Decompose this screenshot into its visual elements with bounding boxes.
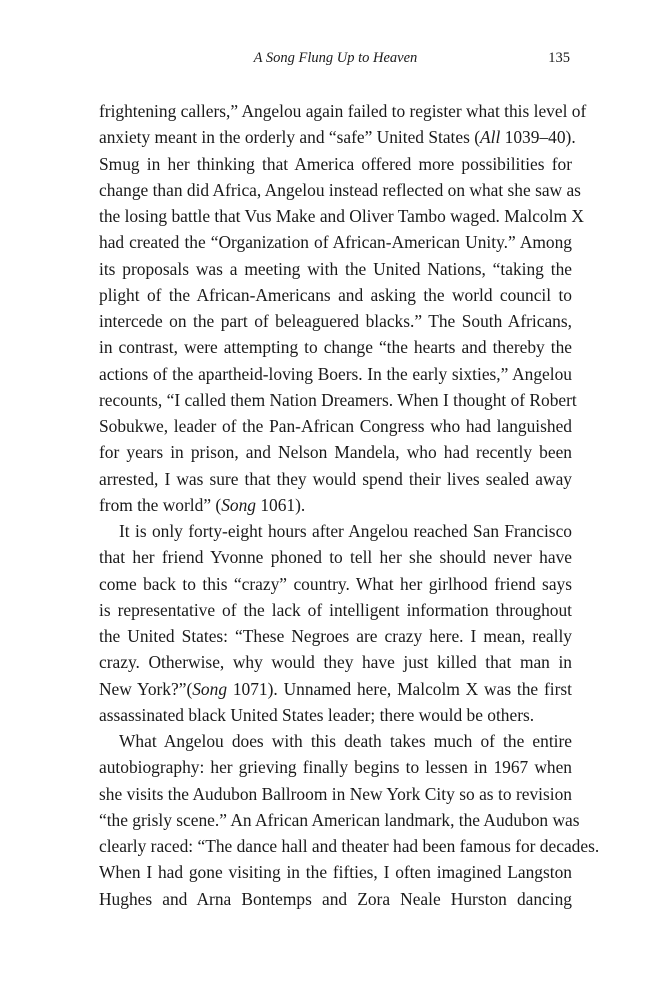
text-line: [99, 413, 572, 439]
text-segment: intercede on the part of beleaguered blacks.” The South Africans,: [99, 311, 572, 331]
italic-citation: All: [480, 127, 501, 148]
text-line: [99, 754, 572, 780]
text-segment: Sobukwe, leader of the Pan-African Congress who had languished: [99, 416, 572, 436]
text-line: [99, 571, 572, 597]
italic-citation: Song: [221, 494, 256, 515]
text-line: [99, 781, 572, 807]
text-segment: for years in prison, and Nelson Mandela, who had recently been: [99, 442, 572, 463]
text-line: [99, 361, 572, 387]
text-segment: actions of the apartheid-loving Boers. In the early sixties,” Angelou: [99, 363, 572, 384]
text-line: [99, 544, 572, 570]
book-page: [99, 50, 600, 912]
text-line: [99, 518, 572, 544]
text-segment: clearly raced: “The dance hall and theater had been famous for decades.: [99, 836, 600, 856]
text-line: [99, 676, 572, 702]
text-line: [99, 98, 587, 124]
text-line: [99, 387, 577, 413]
text-segment: “the grisly scene.” An African American landmark, the Audubon was: [99, 809, 580, 830]
text-segment: arrested, I was sure that they would spend their lives sealed away: [99, 468, 572, 489]
text-segment: New York?”(: [99, 678, 193, 699]
text-line: [99, 886, 572, 912]
text-segment: change than did Africa, Angelou instead reflected on what she saw as: [99, 179, 581, 200]
text-segment: its proposals was a meeting with the United Nations, “taking the: [99, 258, 572, 279]
text-segment: Smug in her thinking that America offered more possibilities for: [99, 153, 572, 174]
text-segment: autobiography: her grieving finally begins to lessen in 1967 when: [99, 757, 572, 778]
text-segment: When I had gone visiting in the fifties, I often imagined Langston: [99, 862, 572, 883]
text-line: [99, 702, 572, 728]
text-segment: the losing battle that Vus Make and Oliver Tambo waged. Malcolm X: [99, 206, 584, 226]
text-segment: is representative of the lack of intelligent information throughout: [99, 599, 572, 620]
text-segment: the United States: “These Negroes are crazy here. I mean, really: [99, 626, 572, 646]
text-line: [99, 597, 572, 623]
text-line: [99, 623, 572, 649]
text-segment: 1061).: [255, 494, 306, 515]
text-segment: she visits the Audubon Ballroom in New York City so as to revision: [99, 783, 572, 804]
text-segment: assassinated black United States leader; there would be others.: [99, 704, 535, 725]
text-segment: had created the “Organization of African-American Unity.” Among: [99, 232, 572, 253]
text-line: [99, 256, 572, 282]
text-segment: come back to this “crazy” country. What her girlhood friend says: [99, 573, 572, 594]
text-segment: recounts, “I called them Nation Dreamers. When I thought of Robert: [99, 389, 577, 410]
text-line: [99, 124, 576, 150]
text-line: [99, 859, 572, 885]
running-header: [99, 50, 572, 72]
text-line: [99, 807, 580, 833]
text-line: [99, 229, 572, 255]
text-line: [99, 151, 572, 177]
text-line: [99, 177, 581, 203]
text-segment: Hughes and Arna Bontemps and Zora Neale Hurston dancing: [99, 888, 572, 909]
text-line: [99, 308, 572, 334]
text-line: [99, 466, 572, 492]
text-line: [99, 203, 584, 229]
text-line: [99, 334, 572, 360]
italic-citation: Song: [192, 678, 228, 699]
text-segment: in contrast, were attempting to change “the hearts and thereby the: [99, 337, 572, 358]
text-segment: It is only forty-eight hours after Angelou reached San Francisco: [119, 521, 572, 541]
text-segment: that her friend Yvonne phoned to tell her she should never have: [99, 547, 572, 568]
text-segment: 1071). Unnamed here, Malcolm X was the first: [227, 678, 572, 699]
text-segment: plight of the African-Americans and asking the world council to: [99, 284, 572, 305]
text-line: [99, 282, 572, 308]
text-segment: frightening callers,” Angelou again failed to register what this level of: [99, 101, 587, 121]
text-line: [99, 492, 572, 518]
body-text: [99, 98, 600, 912]
text-segment: from the world” (: [99, 494, 222, 515]
text-segment: anxiety meant in the orderly and “safe” United States (: [99, 127, 481, 148]
text-segment: crazy. Otherwise, why would they have just killed that man in: [99, 652, 572, 673]
text-line: [99, 833, 600, 859]
running-title: A Song Flung Up to Heaven: [253, 50, 418, 66]
text-line: [99, 649, 572, 675]
text-line: [99, 439, 572, 465]
text-line: [99, 728, 572, 754]
text-segment: 1039–40).: [500, 127, 576, 148]
text-segment: What Angelou does with this death takes much of the entire: [119, 731, 572, 751]
page-number: 135: [548, 50, 570, 66]
